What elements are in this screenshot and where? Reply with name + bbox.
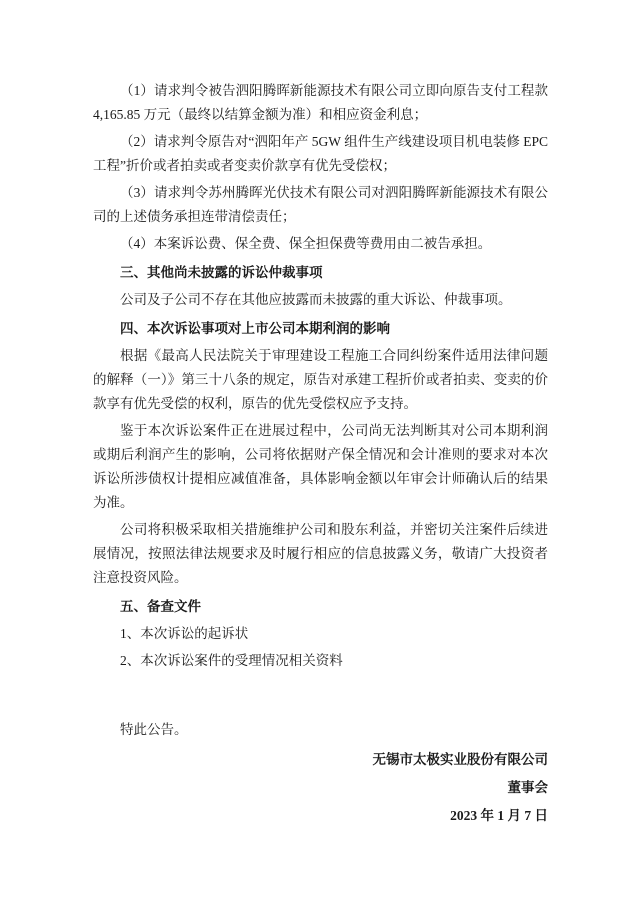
profit-impact-paragraph-3: 公司将积极采取相关措施维护公司和股东利益，并密切关注案件后续进展情况，按照法律法规要求及时履行相应的信息披露义务，敬请广大投资者注意投资风险。 bbox=[93, 522, 548, 585]
claim-paragraph-1: （1）请求判令被告泗阳腾晖新能源技术有限公司立即向原告支付工程款 4,165.85 万元（最终以结算金额为准）和相应资金利息； bbox=[93, 83, 548, 122]
closing-note: 特此公告。 bbox=[120, 722, 188, 737]
claim-paragraph-4: （4）本案诉讼费、保全费、保全担保费等费用由二被告承担。 bbox=[120, 236, 492, 251]
claim-paragraph-3: （3）请求判令苏州腾晖光伏技术有限公司对泗阳腾晖新能源技术有限公司的上述债务承担连带清偿责任； bbox=[93, 185, 548, 224]
signature-block bbox=[93, 746, 548, 830]
signature-company: 无锡市太极实业股份有限公司 bbox=[372, 752, 548, 767]
section-heading-profit-impact: 四、本次诉讼事项对上市公司本期利润的影响 bbox=[120, 321, 390, 336]
signature-date: 2023 年 1 月 7 日 bbox=[450, 808, 548, 823]
section-heading-reference-documents: 五、备查文件 bbox=[120, 599, 201, 614]
section-heading-other-litigation: 三、其他尚未披露的诉讼仲裁事项 bbox=[120, 265, 323, 280]
profit-impact-paragraph-1: 根据《最高人民法院关于审理建设工程施工合同纠纷案件适用法律问题的解释（一）》第三十八条的规定，原告对承建工程折价或者拍卖、变卖的价款享有优先受偿的权利，原告的优先受偿权应予支持。 bbox=[93, 348, 548, 411]
reference-document-item-2: 2、本次诉讼案件的受理情况相关资料 bbox=[120, 653, 343, 668]
reference-document-item-1: 1、本次诉讼的起诉状 bbox=[120, 626, 249, 641]
claim-paragraph-2: （2）请求判令原告对“泗阳年产 5GW 组件生产线建设项目机电装修 EPC 工程”折价或者拍卖或者变卖价款享有优先受偿权； bbox=[93, 134, 548, 173]
signature-board: 董事会 bbox=[507, 780, 548, 795]
announcement-document bbox=[93, 79, 548, 830]
other-litigation-paragraph: 公司及子公司不存在其他应披露而未披露的重大诉讼、仲裁事项。 bbox=[120, 292, 512, 307]
profit-impact-paragraph-2: 鉴于本次诉讼案件正在进展过程中，公司尚无法判断其对公司本期利润或期后利润产生的影响，公司将依据财产保全情况和会计准则的要求对本次诉讼所涉债权计提相应减值准备，具体影响金额以年审会计师确认后的结果为准。 bbox=[93, 423, 548, 510]
